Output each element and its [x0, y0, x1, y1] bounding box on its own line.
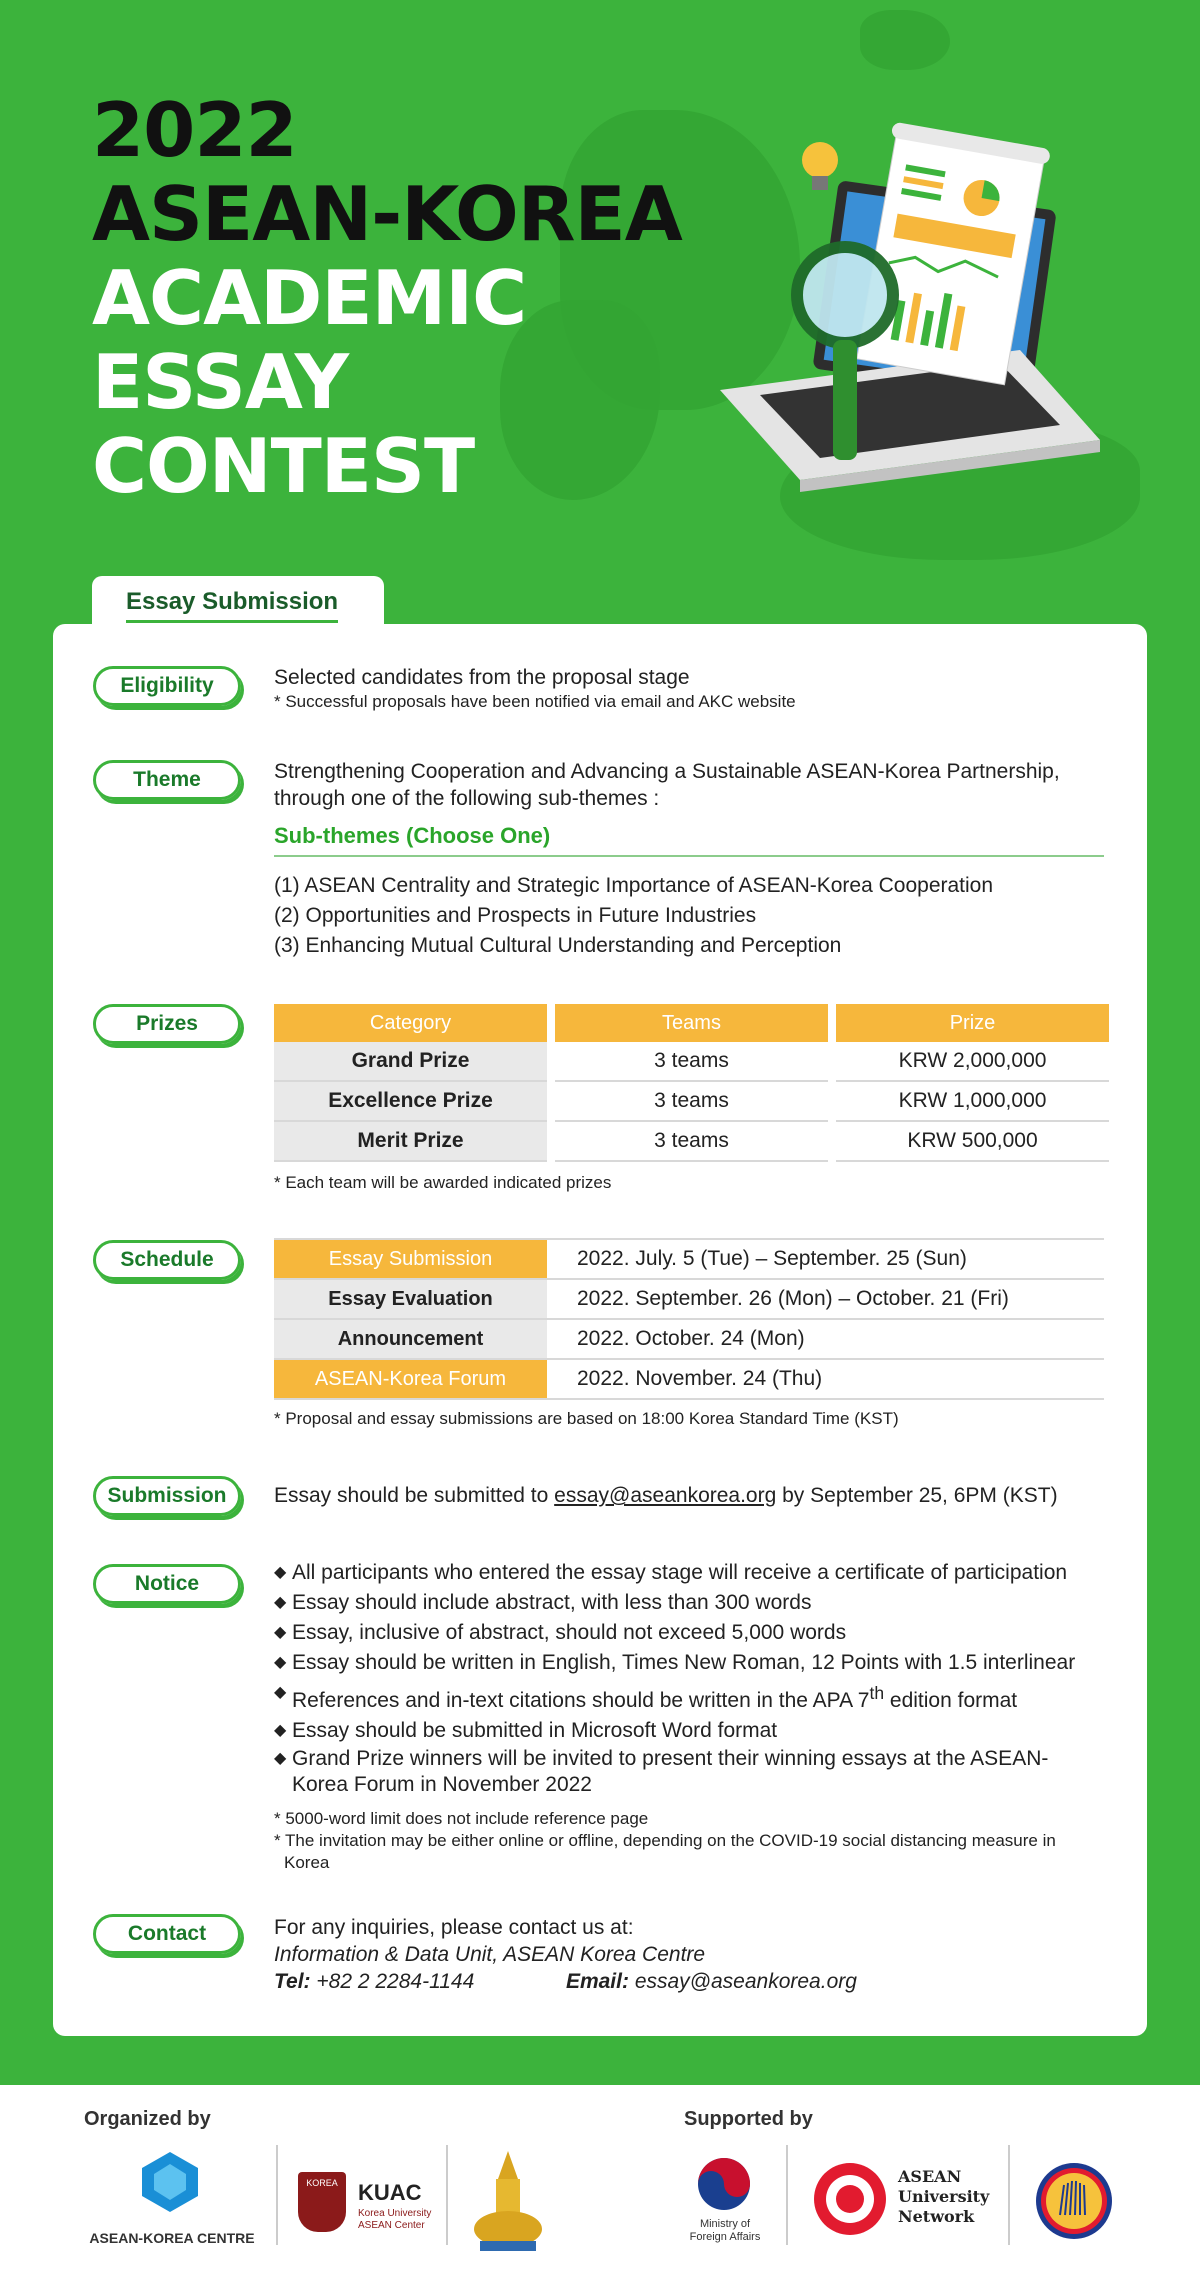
subtheme-item: (3) Enhancing Mutual Cultural Understanding and Perception	[274, 934, 842, 957]
theme-section	[274, 758, 1104, 961]
schedule-note: * Proposal and essay submissions are based on 18:00 Korea Standard Time (KST)	[274, 1409, 899, 1428]
subthemes-heading: Sub-themes (Choose One)	[274, 822, 1104, 857]
submission-suffix: by September 25, 6PM (KST)	[776, 1484, 1058, 1507]
tel-label: Tel:	[274, 1970, 311, 1993]
schedule-step: Essay Submission	[274, 1240, 547, 1278]
contact-line: For any inquiries, please contact us at:	[274, 1916, 634, 1939]
schedule-label: Schedule	[93, 1240, 241, 1280]
notice-list	[274, 1558, 1104, 1798]
apa-sup: th	[869, 1683, 885, 1703]
divider	[276, 2145, 278, 2245]
notice-note: * The invitation may be either online or offline, depending on the COVID-19 social distancing measure in Korea	[274, 1831, 1056, 1872]
table-cell: Merit Prize	[274, 1122, 547, 1162]
list-item: ◆ Essay should be written in English, Times New Roman, 12 Points with 1.5 interlinear	[274, 1648, 1104, 1678]
table-cell: KRW 500,000	[836, 1122, 1109, 1162]
mofa-text: Ministry of	[699, 2218, 751, 2230]
schedule-date: 2022. July. 5 (Tue) – September. 25 (Sun)	[577, 1247, 967, 1270]
contact-unit: Information & Data Unit, ASEAN Korea Centre	[274, 1943, 706, 1966]
tel-value: +82 2 2284-1144	[316, 1970, 475, 1993]
korea-university-crest-icon	[298, 2172, 346, 2232]
table-cell: Grand Prize	[274, 1042, 547, 1082]
subtheme-item: (2) Opportunities and Prospects in Future Industries	[274, 904, 757, 927]
schedule-step: ASEAN-Korea Forum	[274, 1360, 547, 1398]
prizes-label: Prizes	[93, 1004, 241, 1044]
apa-text: References and in-text citations should be written in the APA 7	[292, 1689, 870, 1712]
table-cell: 3 teams	[555, 1122, 828, 1162]
table-row	[274, 1360, 1104, 1400]
laptop-illustration	[700, 120, 1100, 540]
table-row	[274, 1238, 1104, 1280]
kuac-subtext: Korea University	[358, 2208, 432, 2219]
table-cell: KRW 1,000,000	[836, 1082, 1109, 1122]
eligibility-note: * Successful proposals have been notified via email and AKC website	[274, 692, 796, 711]
prizes-section	[274, 1004, 1104, 1194]
title-line: ESSAY	[92, 338, 349, 426]
list-item: ◆ Grand Prize winners will be invited to present their winning essays at the ASEAN-Korea Forum in November 2022	[274, 1746, 1104, 1798]
prizes-note: * Each team will be awarded indicated prizes	[274, 1173, 612, 1192]
tab-label: Essay Submission	[126, 588, 338, 623]
footer	[0, 2085, 1200, 2296]
theme-text: Strengthening Cooperation and Advancing a Sustainable ASEAN-Korea Partnership, through one of the following sub-themes :	[274, 760, 1060, 810]
kuac-subtext: ASEAN Center	[358, 2220, 425, 2231]
title-line: CONTEST	[92, 422, 475, 510]
schedule-date: 2022. October. 24 (Mon)	[577, 1327, 805, 1350]
akc-logo-icon	[138, 2150, 202, 2214]
list-item: ◆ All participants who entered the essay stage will receive a certificate of participation	[274, 1558, 1104, 1588]
apa-suffix: edition format	[884, 1689, 1018, 1712]
aun-text: Network	[898, 2207, 975, 2226]
list-item: ◆ Essay should include abstract, with less than 300 words	[274, 1588, 1104, 1618]
crest-text: KOREA	[306, 2178, 338, 2188]
table-cell: Excellence Prize	[274, 1082, 547, 1122]
subtheme-item: (1) ASEAN Centrality and Strategic Importance of ASEAN-Korea Cooperation	[274, 874, 994, 897]
notice-note: * 5000-word limit does not include reference page	[274, 1809, 649, 1828]
title-line: ACADEMIC	[92, 254, 527, 342]
schedule-table	[274, 1238, 1104, 1400]
prizes-table	[274, 1004, 1104, 1162]
table-cell: 3 teams	[555, 1082, 828, 1122]
submission-email-link[interactable]: essay@aseankorea.org	[554, 1484, 777, 1507]
eligibility-section	[274, 664, 1104, 713]
submission-section	[274, 1482, 1104, 1509]
submission-label: Submission	[93, 1476, 241, 1516]
kuac-text: KUAC	[358, 2180, 422, 2205]
supported-by-label: Supported by	[684, 2108, 813, 2130]
submission-prefix: Essay should be submitted to	[274, 1484, 555, 1507]
contact-section	[274, 1914, 1104, 1995]
table-cell: KRW 2,000,000	[836, 1042, 1109, 1082]
theme-label: Theme	[93, 760, 241, 800]
divider	[1008, 2145, 1010, 2245]
eligibility-text: Selected candidates from the proposal stage	[274, 666, 690, 689]
table-header: Prize	[836, 1004, 1109, 1042]
table-header: Teams	[555, 1004, 828, 1042]
list-item: ◆ Essay, inclusive of abstract, should not exceed 5,000 words	[274, 1618, 1104, 1648]
divider	[786, 2145, 788, 2245]
table-header: Category	[274, 1004, 547, 1042]
map-background	[860, 10, 950, 70]
organized-by-label: Organized by	[84, 2108, 211, 2130]
schedule-step: Essay Evaluation	[274, 1280, 547, 1318]
table-row	[274, 1280, 1104, 1320]
schedule-section	[274, 1238, 1104, 1430]
eligibility-label: Eligibility	[93, 666, 241, 706]
page-title	[92, 88, 682, 508]
schedule-date: 2022. November. 24 (Thu)	[577, 1367, 823, 1390]
aun-text: ASEAN	[898, 2167, 962, 2186]
content-card	[53, 624, 1147, 2036]
contact-email[interactable]: essay@aseankorea.org	[634, 1970, 857, 1993]
taegeuk-icon	[697, 2157, 751, 2211]
email-label: Email:	[565, 1970, 629, 1993]
divider	[446, 2145, 448, 2245]
title-line: ASEAN-KOREA	[92, 170, 682, 258]
table-row	[274, 1320, 1104, 1360]
list-item: ◆ Essay should be submitted in Microsoft Word format	[274, 1716, 1104, 1746]
asean-emblem-icon	[1034, 2161, 1114, 2241]
mofa-text: Foreign Affairs	[689, 2231, 761, 2243]
akc-logo-text: ASEAN-KOREA CENTRE	[89, 2230, 255, 2246]
aun-logo-icon	[812, 2161, 888, 2237]
list-item	[274, 1678, 1104, 1716]
notice-section	[274, 1558, 1104, 1874]
aun-text: University	[898, 2187, 990, 2206]
notice-label: Notice	[93, 1564, 241, 1604]
schedule-step: Announcement	[274, 1320, 547, 1358]
schedule-date: 2022. September. 26 (Mon) – October. 21 (Fri)	[577, 1287, 1009, 1310]
contact-label: Contact	[93, 1914, 241, 1954]
royal-crest-icon	[470, 2149, 546, 2255]
title-year: 2022	[92, 86, 297, 174]
table-cell: 3 teams	[555, 1042, 828, 1082]
